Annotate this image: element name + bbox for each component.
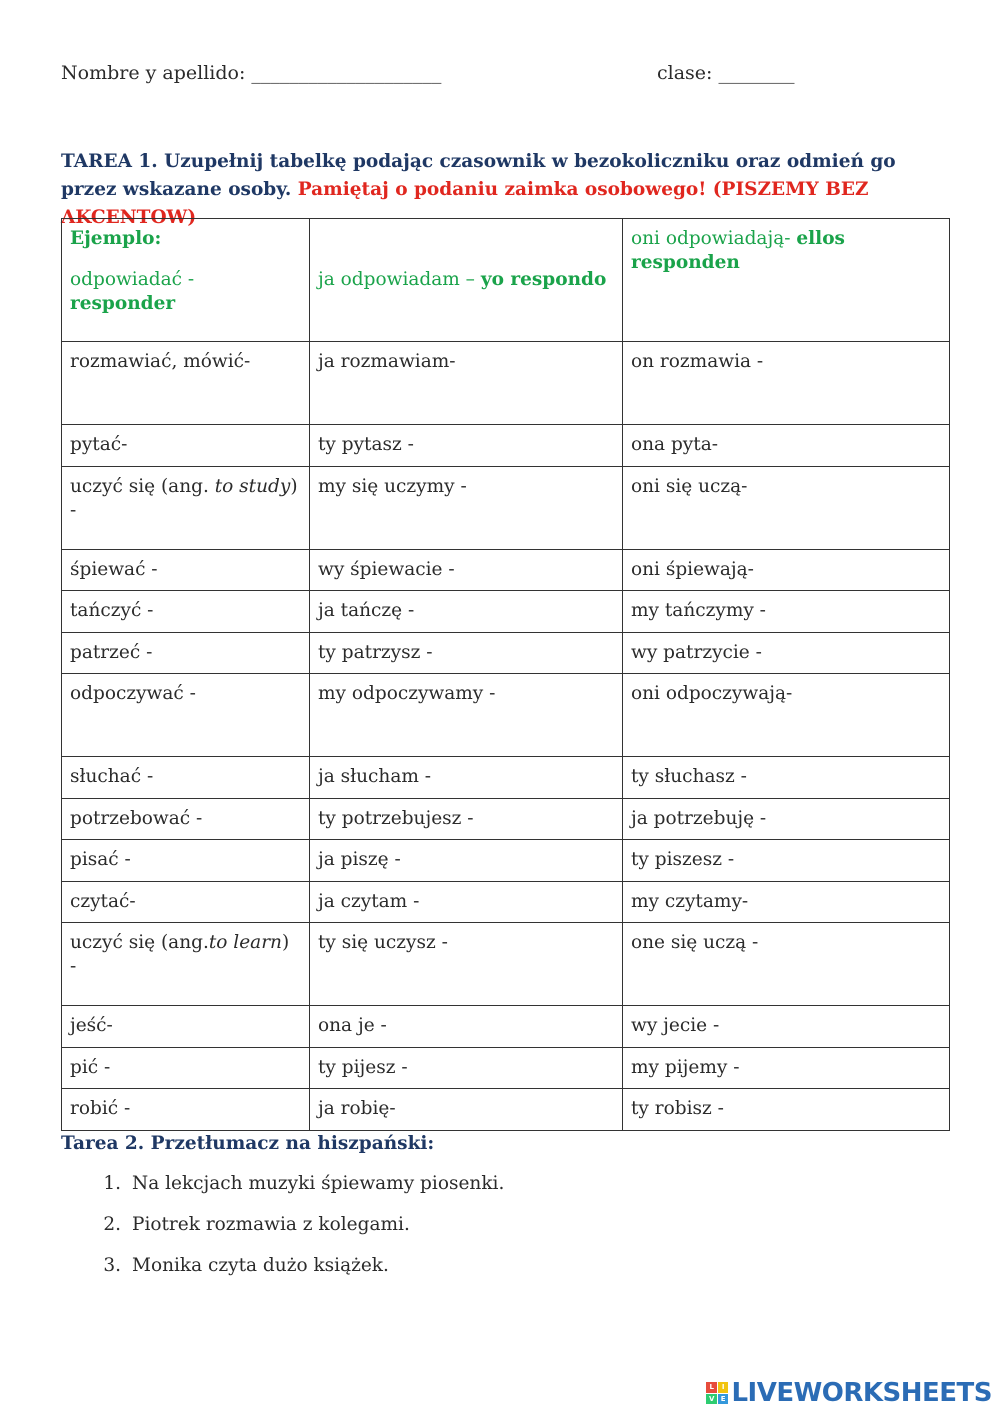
liveworksheets-logo-mark-icon xyxy=(706,1382,728,1404)
conjugation-cell[interactable]: ja rozmawiam- xyxy=(310,342,623,425)
conjugation-cell[interactable]: oni się uczą- xyxy=(623,466,950,549)
conjugation-cell[interactable]: my się uczymy - xyxy=(310,466,623,549)
conjugation-cell[interactable]: my tańczymy - xyxy=(623,591,950,633)
sentence-text: Na lekcjach muzyki śpiewamy piosenki. xyxy=(132,1173,505,1194)
example-label: Ejemplo: xyxy=(70,228,162,249)
conjugation-cell[interactable]: wy śpiewacie - xyxy=(310,549,623,591)
conjugation-cell[interactable]: ona pyta- xyxy=(623,425,950,467)
translation-item xyxy=(61,1170,504,1211)
infinitive-cell[interactable]: uczyć się (ang. to study) - xyxy=(62,466,310,549)
verb-row xyxy=(62,632,950,674)
verb-row xyxy=(62,591,950,633)
conjugation-cell[interactable]: ty piszesz - xyxy=(623,840,950,882)
verb-row xyxy=(62,881,950,923)
infinitive-cell[interactable]: rozmawiać, mówić- xyxy=(62,342,310,425)
conjugation-table xyxy=(61,218,950,1131)
conjugation-cell[interactable]: on rozmawia - xyxy=(623,342,950,425)
conjugation-cell[interactable]: my odpoczywamy - xyxy=(310,674,623,757)
verb-row xyxy=(62,757,950,799)
infinitive-cell[interactable]: patrzeć - xyxy=(62,632,310,674)
verb-row xyxy=(62,1047,950,1089)
task1-reminder: Pamiętaj o podaniu zaimka osobowego! (PISZEMY BEZ AKCENTOW) xyxy=(61,179,869,228)
example-first-person: ja odpowiadam – yo respondo xyxy=(318,269,607,290)
conjugation-cell[interactable]: wy jecie - xyxy=(623,1006,950,1048)
infinitive-cell[interactable]: słuchać - xyxy=(62,757,310,799)
sentence-text: Monika czyta dużo książek. xyxy=(132,1255,389,1276)
task1-instruction: TAREA 1. Uzupełnij tabelkę podając czasownik w bezokoliczniku oraz odmień go przez wskazane osoby. xyxy=(61,151,896,200)
conjugation-cell[interactable]: ja potrzebuję - xyxy=(623,798,950,840)
verb-row xyxy=(62,674,950,757)
conjugation-cell[interactable]: one się uczą - xyxy=(623,923,950,1006)
translation-item xyxy=(61,1211,504,1252)
logo-mark-letter: I xyxy=(718,1382,729,1393)
logo-mark-letter: L xyxy=(706,1382,717,1393)
infinitive-cell[interactable]: jeść- xyxy=(62,1006,310,1048)
conjugation-cell[interactable]: my czytamy- xyxy=(623,881,950,923)
class-field[interactable] xyxy=(657,62,795,84)
example-row xyxy=(62,219,950,342)
verb-row xyxy=(62,923,950,1006)
conjugation-cell[interactable]: ty potrzebujesz - xyxy=(310,798,623,840)
verb-row xyxy=(62,466,950,549)
conjugation-cell[interactable]: my pijemy - xyxy=(623,1047,950,1089)
name-field[interactable] xyxy=(61,62,441,84)
example-third-person: oni odpowiadają- ellos responden xyxy=(631,228,845,273)
class-label: clase: xyxy=(657,62,713,84)
translation-item xyxy=(61,1252,504,1293)
logo-mark-letter: V xyxy=(706,1394,717,1405)
infinitive-cell[interactable]: pisać - xyxy=(62,840,310,882)
name-blank[interactable]: ____________________ xyxy=(251,62,442,84)
conjugation-cell[interactable]: ja piszę - xyxy=(310,840,623,882)
conjugation-cell[interactable]: wy patrzycie - xyxy=(623,632,950,674)
example-third-person-cell xyxy=(623,219,950,342)
conjugation-cell[interactable]: ty patrzysz - xyxy=(310,632,623,674)
conjugation-cell[interactable]: ty się uczysz - xyxy=(310,923,623,1006)
verb-row xyxy=(62,1089,950,1131)
student-info-line xyxy=(61,62,950,88)
infinitive-cell[interactable]: śpiewać - xyxy=(62,549,310,591)
conjugation-cell[interactable]: oni śpiewają- xyxy=(623,549,950,591)
conjugation-cell[interactable]: ja czytam - xyxy=(310,881,623,923)
verb-row xyxy=(62,342,950,425)
item-number: 2. xyxy=(103,1214,121,1235)
infinitive-cell[interactable]: odpoczywać - xyxy=(62,674,310,757)
sentence-text: Piotrek rozmawia z kolegami. xyxy=(132,1214,410,1235)
verb-row xyxy=(62,798,950,840)
conjugation-cell[interactable]: ja robię- xyxy=(310,1089,623,1131)
conjugation-cell[interactable]: ja tańczę - xyxy=(310,591,623,633)
conjugation-cell[interactable]: ty pytasz - xyxy=(310,425,623,467)
name-label: Nombre y apellido: xyxy=(61,62,246,84)
verb-row xyxy=(62,840,950,882)
liveworksheets-logo xyxy=(706,1377,992,1409)
conjugation-cell[interactable]: ja słucham - xyxy=(310,757,623,799)
infinitive-cell[interactable]: potrzebować - xyxy=(62,798,310,840)
infinitive-cell[interactable]: robić - xyxy=(62,1089,310,1131)
example-infinitive-cell xyxy=(62,219,310,342)
infinitive-cell[interactable]: pić - xyxy=(62,1047,310,1089)
task2-title: Tarea 2. Przetłumacz na hiszpański: xyxy=(61,1133,435,1154)
conjugation-cell[interactable]: ona je - xyxy=(310,1006,623,1048)
conjugation-cell[interactable]: ty słuchasz - xyxy=(623,757,950,799)
verb-row xyxy=(62,425,950,467)
example-infinitive: odpowiadać - responder xyxy=(70,269,195,314)
conjugation-cell[interactable]: oni odpoczywają- xyxy=(623,674,950,757)
example-first-person-cell xyxy=(310,219,623,342)
verb-row xyxy=(62,549,950,591)
infinitive-cell[interactable]: tańczyć - xyxy=(62,591,310,633)
infinitive-cell[interactable]: czytać- xyxy=(62,881,310,923)
conjugation-cell[interactable]: ty robisz - xyxy=(623,1089,950,1131)
class-blank[interactable]: ________ xyxy=(718,62,795,84)
item-number: 3. xyxy=(103,1255,121,1276)
infinitive-cell[interactable]: uczyć się (ang.to learn) - xyxy=(62,923,310,1006)
verb-row xyxy=(62,1006,950,1048)
conjugation-cell[interactable]: ty pijesz - xyxy=(310,1047,623,1089)
item-number: 1. xyxy=(103,1173,121,1194)
logo-mark-letter: E xyxy=(718,1394,729,1405)
infinitive-cell[interactable]: pytać- xyxy=(62,425,310,467)
logo-text: LIVEWORKSHEETS xyxy=(731,1378,992,1408)
translation-list xyxy=(61,1170,504,1293)
